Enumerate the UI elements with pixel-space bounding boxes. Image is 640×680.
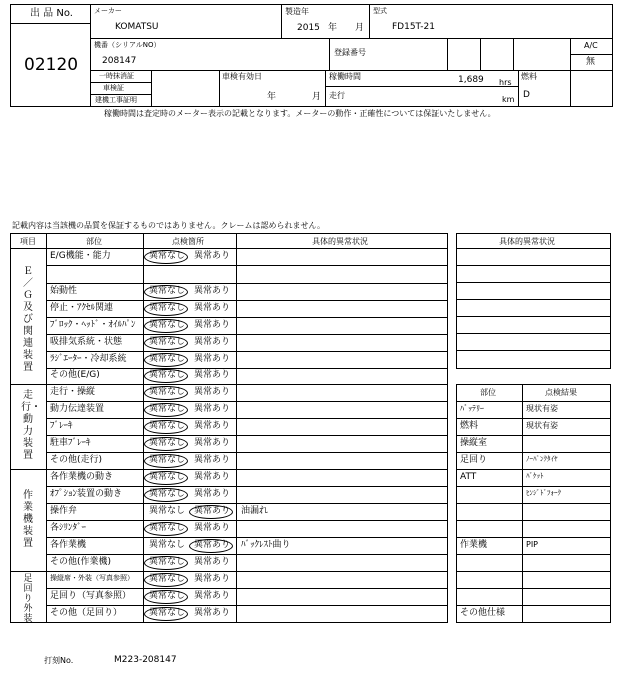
status-ok-option: 異常なし xyxy=(149,522,186,533)
divider xyxy=(46,233,47,623)
status-ok-option: 異常なし xyxy=(149,386,186,397)
row-part-label: その他（足回り） xyxy=(50,608,123,618)
selected-status-circle xyxy=(144,522,188,536)
temp-cancel-label: 一時抹消証 xyxy=(99,72,134,80)
result-line xyxy=(456,554,611,555)
selected-status-circle xyxy=(144,573,188,587)
row-divider xyxy=(46,334,448,335)
row-part-label: 始動性 xyxy=(50,285,78,296)
status-ng-option: 異常あり xyxy=(194,488,231,499)
selected-status-circle xyxy=(144,319,188,333)
selected-status-circle xyxy=(144,285,188,299)
result-line xyxy=(456,605,611,606)
status-ok-option: 異常なし xyxy=(149,353,186,364)
vehicle-cert-label: 車検証 xyxy=(103,84,124,92)
row-divider xyxy=(46,418,448,419)
fuel-value: D xyxy=(523,90,530,100)
status-ok-option: 異常なし xyxy=(149,370,186,380)
status-ok-option: 異常なし xyxy=(149,505,186,516)
status-ok-option: 異常なし xyxy=(149,437,186,448)
row-part-label: 停止・ｱｸｾﾙ関連 xyxy=(50,302,114,313)
maker-label: メーカー xyxy=(94,7,122,15)
status-ng-option: 異常あり xyxy=(194,250,231,261)
divider xyxy=(90,4,91,107)
status-ok-option: 異常なし xyxy=(149,336,186,347)
row-divider xyxy=(46,554,448,555)
result-line xyxy=(456,520,611,521)
selected-status-circle xyxy=(144,353,188,367)
row-divider xyxy=(46,317,448,318)
status-ok-option: 異常なし xyxy=(149,403,186,414)
result-line xyxy=(456,537,611,538)
selected-status-circle xyxy=(144,607,188,621)
row-divider xyxy=(46,351,448,352)
status-ok-option: 異常なし xyxy=(149,608,186,618)
row-divider xyxy=(46,537,448,538)
divider xyxy=(518,70,519,107)
status-ng-option: 異常あり xyxy=(194,403,231,414)
row-part-label: ﾌﾞﾛｯｸ・ﾍｯﾄﾞ・ｵｲﾙﾊﾟﾝ xyxy=(50,319,136,330)
status-ok-option: 異常なし xyxy=(149,556,186,567)
row-divider xyxy=(46,605,448,606)
row-detail: 油漏れ xyxy=(241,505,269,516)
divider xyxy=(570,38,571,107)
status-ok-option: 異常なし xyxy=(149,420,186,431)
status-ok-option: 異常なし xyxy=(149,573,186,584)
row-part-label: 吸排気系統・状態 xyxy=(50,336,123,347)
detail-panel xyxy=(456,233,611,369)
divider xyxy=(10,384,448,385)
stamp-label: 打刻No. xyxy=(44,656,74,665)
month-unit: 月 xyxy=(355,23,365,33)
result-value: 現状有姿 xyxy=(526,404,558,413)
divider xyxy=(325,86,518,87)
status-ng-option: 異常あり xyxy=(194,505,231,516)
result-part: その他仕様 xyxy=(460,608,506,618)
row-divider xyxy=(46,503,448,504)
construction-cert-label: 建機工事証明 xyxy=(95,96,137,104)
result-line xyxy=(456,571,611,572)
status-ng-option: 異常あり xyxy=(194,556,231,567)
row-divider xyxy=(46,283,448,284)
selected-status-circle xyxy=(189,505,233,519)
result-part: ATT xyxy=(460,472,477,482)
divider xyxy=(369,4,370,38)
detail-panel-title: 具体的異常状況 xyxy=(499,237,555,246)
row-part-label: 足回り（写真参照） xyxy=(50,590,132,601)
status-ok-option: 異常なし xyxy=(149,454,186,465)
row-part-label: 操縦席・外装（写真参照） xyxy=(50,573,134,582)
col-part-header: 部位 xyxy=(86,237,102,246)
col-check-header: 点検箇所 xyxy=(172,237,204,246)
status-ok-option: 異常なし xyxy=(149,471,186,482)
year-value: 2015 xyxy=(297,23,320,33)
result-line xyxy=(456,486,611,487)
row-part-label: 操作弁 xyxy=(50,505,78,516)
serial-value: 208147 xyxy=(102,56,137,66)
divider xyxy=(329,38,330,70)
ac-label: A/C xyxy=(584,41,598,50)
row-part-label: ｵﾌﾟｼｮﾝ装置の動き xyxy=(50,488,123,499)
status-ng-option: 異常あり xyxy=(194,522,231,533)
result-line xyxy=(456,418,611,419)
selected-status-circle xyxy=(144,590,188,604)
stamp-value: M223-208147 xyxy=(114,655,177,665)
row-part-label: ﾗｼﾞｴｰﾀｰ・冷却系統 xyxy=(50,353,127,364)
divider xyxy=(10,469,448,470)
row-part-label: 各作業機 xyxy=(50,539,87,550)
divider xyxy=(281,4,282,38)
result-part: 作業機 xyxy=(460,540,488,550)
status-ok-option: 異常なし xyxy=(149,285,186,296)
year-unit: 年 xyxy=(328,23,338,33)
status-ng-option: 異常あり xyxy=(194,285,231,296)
ac-value: 無 xyxy=(586,57,596,67)
row-divider xyxy=(46,588,448,589)
result-value: ﾋﾝｼﾞﾄﾞﾌｫｰｸ xyxy=(526,489,561,497)
row-divider xyxy=(46,520,448,521)
row-divider xyxy=(46,486,448,487)
km-unit: km xyxy=(502,95,515,104)
divider xyxy=(219,70,220,107)
divider xyxy=(325,70,326,107)
selected-status-circle xyxy=(144,556,188,570)
registration-label: 登録番号 xyxy=(334,48,366,57)
result-part: 燃料 xyxy=(460,421,479,431)
status-ng-option: 異常あり xyxy=(194,454,231,465)
status-ng-option: 異常あり xyxy=(194,370,231,380)
status-ok-option: 異常なし xyxy=(149,302,186,313)
row-part-label: その他(走行) xyxy=(50,454,103,465)
inspection-year-unit: 年 xyxy=(267,92,277,102)
result-line xyxy=(456,588,611,589)
selected-status-circle xyxy=(144,471,188,485)
row-part-label: E/G機能・能力 xyxy=(50,250,111,261)
inspection-date-label: 車検有効日 xyxy=(222,72,262,81)
status-ng-option: 異常あり xyxy=(194,420,231,431)
status-ng-option: 異常あり xyxy=(194,539,231,550)
result-col-part: 部位 xyxy=(480,388,496,397)
status-ng-option: 異常あり xyxy=(194,608,231,618)
divider xyxy=(90,82,151,83)
result-line xyxy=(456,401,611,402)
model-value: FD15T-21 xyxy=(392,22,435,32)
result-value: PIP xyxy=(526,540,539,549)
row-divider xyxy=(46,368,448,369)
hours-label: 稼働時間 xyxy=(329,72,361,81)
lot-label: 出 品 No. xyxy=(30,8,73,19)
result-part: 足回り xyxy=(460,455,488,465)
selected-status-circle xyxy=(144,386,188,400)
row-part-label: 各作業機の動き xyxy=(50,471,114,482)
row-part-label: その他(E/G) xyxy=(50,370,100,380)
row-divider xyxy=(46,435,448,436)
lot-number: 02120 xyxy=(24,55,79,75)
status-ok-option: 異常なし xyxy=(149,590,186,601)
selected-status-circle xyxy=(144,250,188,264)
divider xyxy=(570,54,613,55)
row-divider xyxy=(46,265,448,266)
group-label-work: 作業機装置 xyxy=(23,490,33,549)
result-line xyxy=(456,503,611,504)
result-line xyxy=(456,469,611,470)
group-label-undercarriage: 足回り外装 xyxy=(23,574,33,624)
detail-line xyxy=(456,282,611,283)
divider xyxy=(447,38,448,70)
divider xyxy=(10,23,90,24)
selected-status-circle xyxy=(144,420,188,434)
result-part: 操縦室 xyxy=(460,438,488,448)
selected-status-circle xyxy=(144,336,188,350)
detail-line xyxy=(456,299,611,300)
row-part-label: 動力伝達装置 xyxy=(50,403,105,414)
status-ok-option: 異常なし xyxy=(149,319,186,330)
divider xyxy=(90,94,151,95)
selected-status-circle xyxy=(144,437,188,451)
divider xyxy=(10,248,448,249)
selected-status-circle xyxy=(144,488,188,502)
detail-line xyxy=(456,265,611,266)
detail-line xyxy=(456,333,611,334)
result-part: ﾊﾞｯﾃﾘｰ xyxy=(460,404,484,413)
selected-status-circle xyxy=(144,369,188,383)
detail-line xyxy=(456,316,611,317)
divider xyxy=(480,38,481,70)
row-part-label: ﾌﾞﾚｰｷ xyxy=(50,420,73,431)
divider xyxy=(10,571,448,572)
quality-disclaimer: 記載内容は当該機の品質を保証するものではありません。クレームは認められません。 xyxy=(12,221,325,230)
inspection-month-unit: 月 xyxy=(312,92,322,102)
row-part-label: 走行・操縦 xyxy=(50,386,96,397)
status-ng-option: 異常あり xyxy=(194,590,231,601)
selected-status-circle xyxy=(144,302,188,316)
divider xyxy=(456,248,611,249)
selected-status-circle xyxy=(189,539,233,553)
divider xyxy=(236,233,237,623)
row-divider xyxy=(46,452,448,453)
row-divider xyxy=(46,401,448,402)
status-ng-option: 異常あり xyxy=(194,302,231,313)
row-part-label: 駐車ﾌﾞﾚｰｷ xyxy=(50,437,91,448)
status-ng-option: 異常あり xyxy=(194,573,231,584)
status-ok-option: 異常なし xyxy=(149,539,186,550)
row-part-label: その他(作業機) xyxy=(50,556,112,567)
group-label-drive: 走行・動力装置 xyxy=(21,390,41,461)
status-ng-option: 異常あり xyxy=(194,471,231,482)
status-ng-option: 異常あり xyxy=(194,437,231,448)
col-item-header: 項目 xyxy=(20,237,36,246)
selected-status-circle xyxy=(144,454,188,468)
status-ok-option: 異常なし xyxy=(149,488,186,499)
hours-value: 1,689 xyxy=(458,75,484,85)
result-value: 現状有姿 xyxy=(526,421,558,430)
detail-line xyxy=(456,350,611,351)
travel-label: 走行 xyxy=(329,91,345,100)
year-label: 製造年 xyxy=(285,7,309,16)
result-col-result: 点検結果 xyxy=(545,388,577,397)
row-divider xyxy=(46,300,448,301)
result-value: ﾊﾞｹｯﾄ xyxy=(526,472,544,480)
row-part-label: 各ｼﾘﾝﾀﾞｰ xyxy=(50,522,87,533)
serial-label: 機番（シリアルNO） xyxy=(94,41,161,49)
hours-disclaimer: 稼働時間は査定時のメーター表示の記載となります。メーターの動作・正確性については保証いたしません。 xyxy=(104,109,496,118)
result-value: ﾉｰﾊﾟﾝｸﾀｲﾔ xyxy=(526,455,558,463)
hours-unit: hrs xyxy=(499,78,512,87)
result-line xyxy=(456,452,611,453)
status-ng-option: 異常あり xyxy=(194,386,231,397)
maker-value: KOMATSU xyxy=(115,22,159,32)
divider xyxy=(90,38,613,39)
selected-status-circle xyxy=(144,403,188,417)
divider xyxy=(513,38,514,70)
status-ng-option: 異常あり xyxy=(194,319,231,330)
row-detail: ﾊﾞｯｸﾚｽﾄ曲り xyxy=(241,539,291,550)
fuel-label: 燃料 xyxy=(521,72,537,81)
result-line xyxy=(456,435,611,436)
divider xyxy=(151,70,152,107)
model-label: 型式 xyxy=(373,7,387,15)
divider xyxy=(90,70,613,71)
group-label-engine: Ｅ／Ｇ及び関連装置 xyxy=(23,266,33,373)
status-ng-option: 異常あり xyxy=(194,353,231,364)
col-detail-header: 具体的異常状況 xyxy=(312,237,368,246)
status-ng-option: 異常あり xyxy=(194,336,231,347)
status-ok-option: 異常なし xyxy=(149,250,186,261)
